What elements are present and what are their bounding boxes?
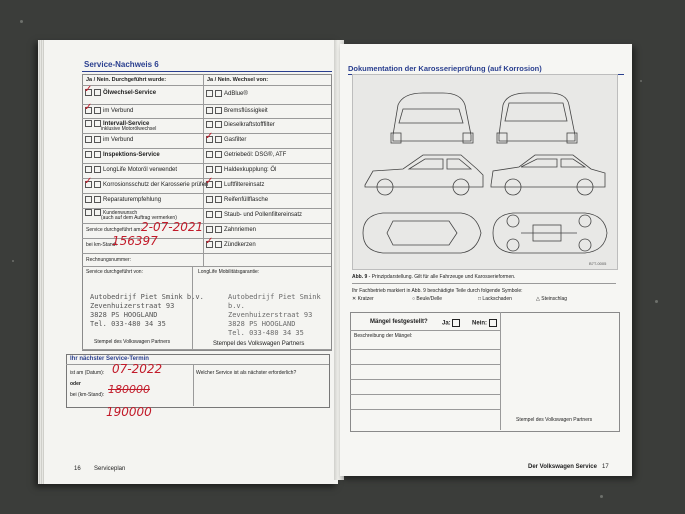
- list-item: Inspektions-Service: [85, 151, 160, 158]
- diagram-code: B7T-0005: [589, 261, 607, 266]
- description-label: Beschreibung der Mängel:: [354, 333, 413, 339]
- km-label: bei km-Stand:: [86, 242, 117, 248]
- symbol-scratch: ✕ Kratzer: [352, 296, 374, 302]
- page-title: Dokumentation der Karosserieprüfung (auf Korrosion): [348, 64, 542, 73]
- footer-label: Der Volkswagen Service: [528, 464, 597, 470]
- next-date-value: 07-2022: [112, 362, 163, 376]
- service-date-value: 2-07-2021: [141, 220, 204, 234]
- next-service-title: Ihr nächster Service-Termin: [70, 356, 149, 362]
- right-page: [340, 44, 632, 476]
- stamp-footer: Stempel des Volkswagen Partners: [516, 417, 593, 423]
- list-item: (auch auf dem Auftrag vermerken): [101, 215, 177, 221]
- list-item: Haldexkupplung: Öl: [206, 166, 276, 173]
- page-title: Service-Nachweis 6: [84, 60, 159, 69]
- list-item: Reifenfüllflasche: [206, 196, 268, 203]
- invoice-label: Rechnungsnummer:: [86, 257, 132, 263]
- footer-label: Serviceplan: [94, 466, 126, 472]
- symbol-dent: ○ Beule/Delle: [412, 296, 442, 302]
- car-outline-icon: [353, 75, 617, 269]
- list-item: Luftfiltereinsatz: [206, 181, 264, 188]
- list-item: Bremsflüssigkeit: [206, 107, 268, 114]
- page-number: 16: [74, 466, 81, 472]
- check-mark-icon: ✓: [205, 131, 214, 142]
- yes-label: Ja:: [442, 319, 462, 327]
- symbol-paint: □ Lackschaden: [478, 296, 512, 302]
- performed-by-label: Service durchgeführt von:: [86, 269, 143, 275]
- stamp-footer-left: Stempel des Volkswagen Partners: [94, 339, 171, 345]
- list-item: Korrosionsschutz der Karosserie prüfen: [85, 181, 208, 188]
- defects-label: Mängel festgestellt?: [370, 319, 428, 325]
- next-service-box: [66, 354, 330, 408]
- check-mark-icon: ✓: [84, 176, 93, 187]
- next-date-label: ist am (Datum):: [70, 370, 105, 376]
- diagram-caption: Abb. 9 - Prinzipdarstellung. Gilt für alle Fahrzeuge und Karosserieformen.: [352, 274, 516, 280]
- car-body-diagram: [352, 74, 618, 270]
- list-item: LongLife Motoröl verwendet: [85, 166, 177, 173]
- symbol-stonechip: △ Steinschlag: [536, 296, 568, 302]
- list-item: Kundenwunsch: [85, 209, 137, 216]
- next-km-label: bei (km-Stand):: [70, 392, 105, 398]
- check-mark-icon: ✓: [84, 102, 93, 113]
- stamp-footer-right: Stempel des Volkswagen Partners: [213, 341, 305, 347]
- list-item: Zahnriemen: [206, 226, 256, 233]
- check-mark-icon: ✓: [84, 84, 93, 95]
- next-km-value: 190000: [106, 405, 152, 419]
- next-which-label: Welcher Service ist als nächster erforderlich?: [196, 370, 297, 376]
- list-item: inklusive Motorölwechsel: [101, 126, 157, 132]
- list-item: Zündkerzen: [206, 241, 256, 248]
- list-item: Ölwechsel-Service: [85, 89, 156, 96]
- list-item: im Verbund: [85, 107, 133, 114]
- longlife-label: LongLife Mobilitätsgarantie:: [198, 269, 260, 275]
- list-item: Gasfilter: [206, 136, 246, 143]
- check-mark-icon: ✓: [205, 176, 214, 187]
- check-mark-icon: ✓: [205, 236, 214, 247]
- list-item: Dieselkraftstofffilter: [206, 121, 275, 128]
- no-label: Nein:: [472, 319, 499, 327]
- list-item: Intervall-Service: [85, 120, 149, 127]
- page-number: 17: [602, 464, 609, 470]
- col-header-right: Ja / Nein. Wechsel von:: [207, 77, 269, 83]
- or-label: oder: [70, 381, 81, 387]
- km-value: 156397: [112, 234, 158, 248]
- next-km-struck: 180000: [108, 383, 150, 396]
- col-header-left: Ja / Nein. Durchgeführt wurde:: [86, 77, 167, 83]
- symbols-intro: Ihr Fachbetrieb markiert in Abb. 9 beschädigte Teile durch folgende Symbole:: [352, 288, 523, 294]
- dealer-stamp: Autobedrijf Piet Smink b.v. Zevenhuizerstraat 93 3828 PS HOOGLAND Tel. 033-480 34 35: [228, 293, 321, 337]
- list-item: Reparaturempfehlung: [85, 196, 161, 203]
- dealer-stamp: Autobedrijf Piet Smink b.v. Zevenhuizerstraat 93 3828 PS HOOGLAND Tel. 033-480 34 35: [90, 293, 204, 328]
- list-item: Staub- und Pollenfiltereinsatz: [206, 211, 302, 218]
- service-date-label: Service durchgeführt am:: [86, 227, 142, 233]
- list-item: Getriebeöl: DSG®, ATF: [206, 151, 286, 158]
- list-item: AdBlue®: [206, 90, 248, 97]
- list-item: im Verbund: [85, 136, 133, 143]
- left-page: [38, 40, 338, 484]
